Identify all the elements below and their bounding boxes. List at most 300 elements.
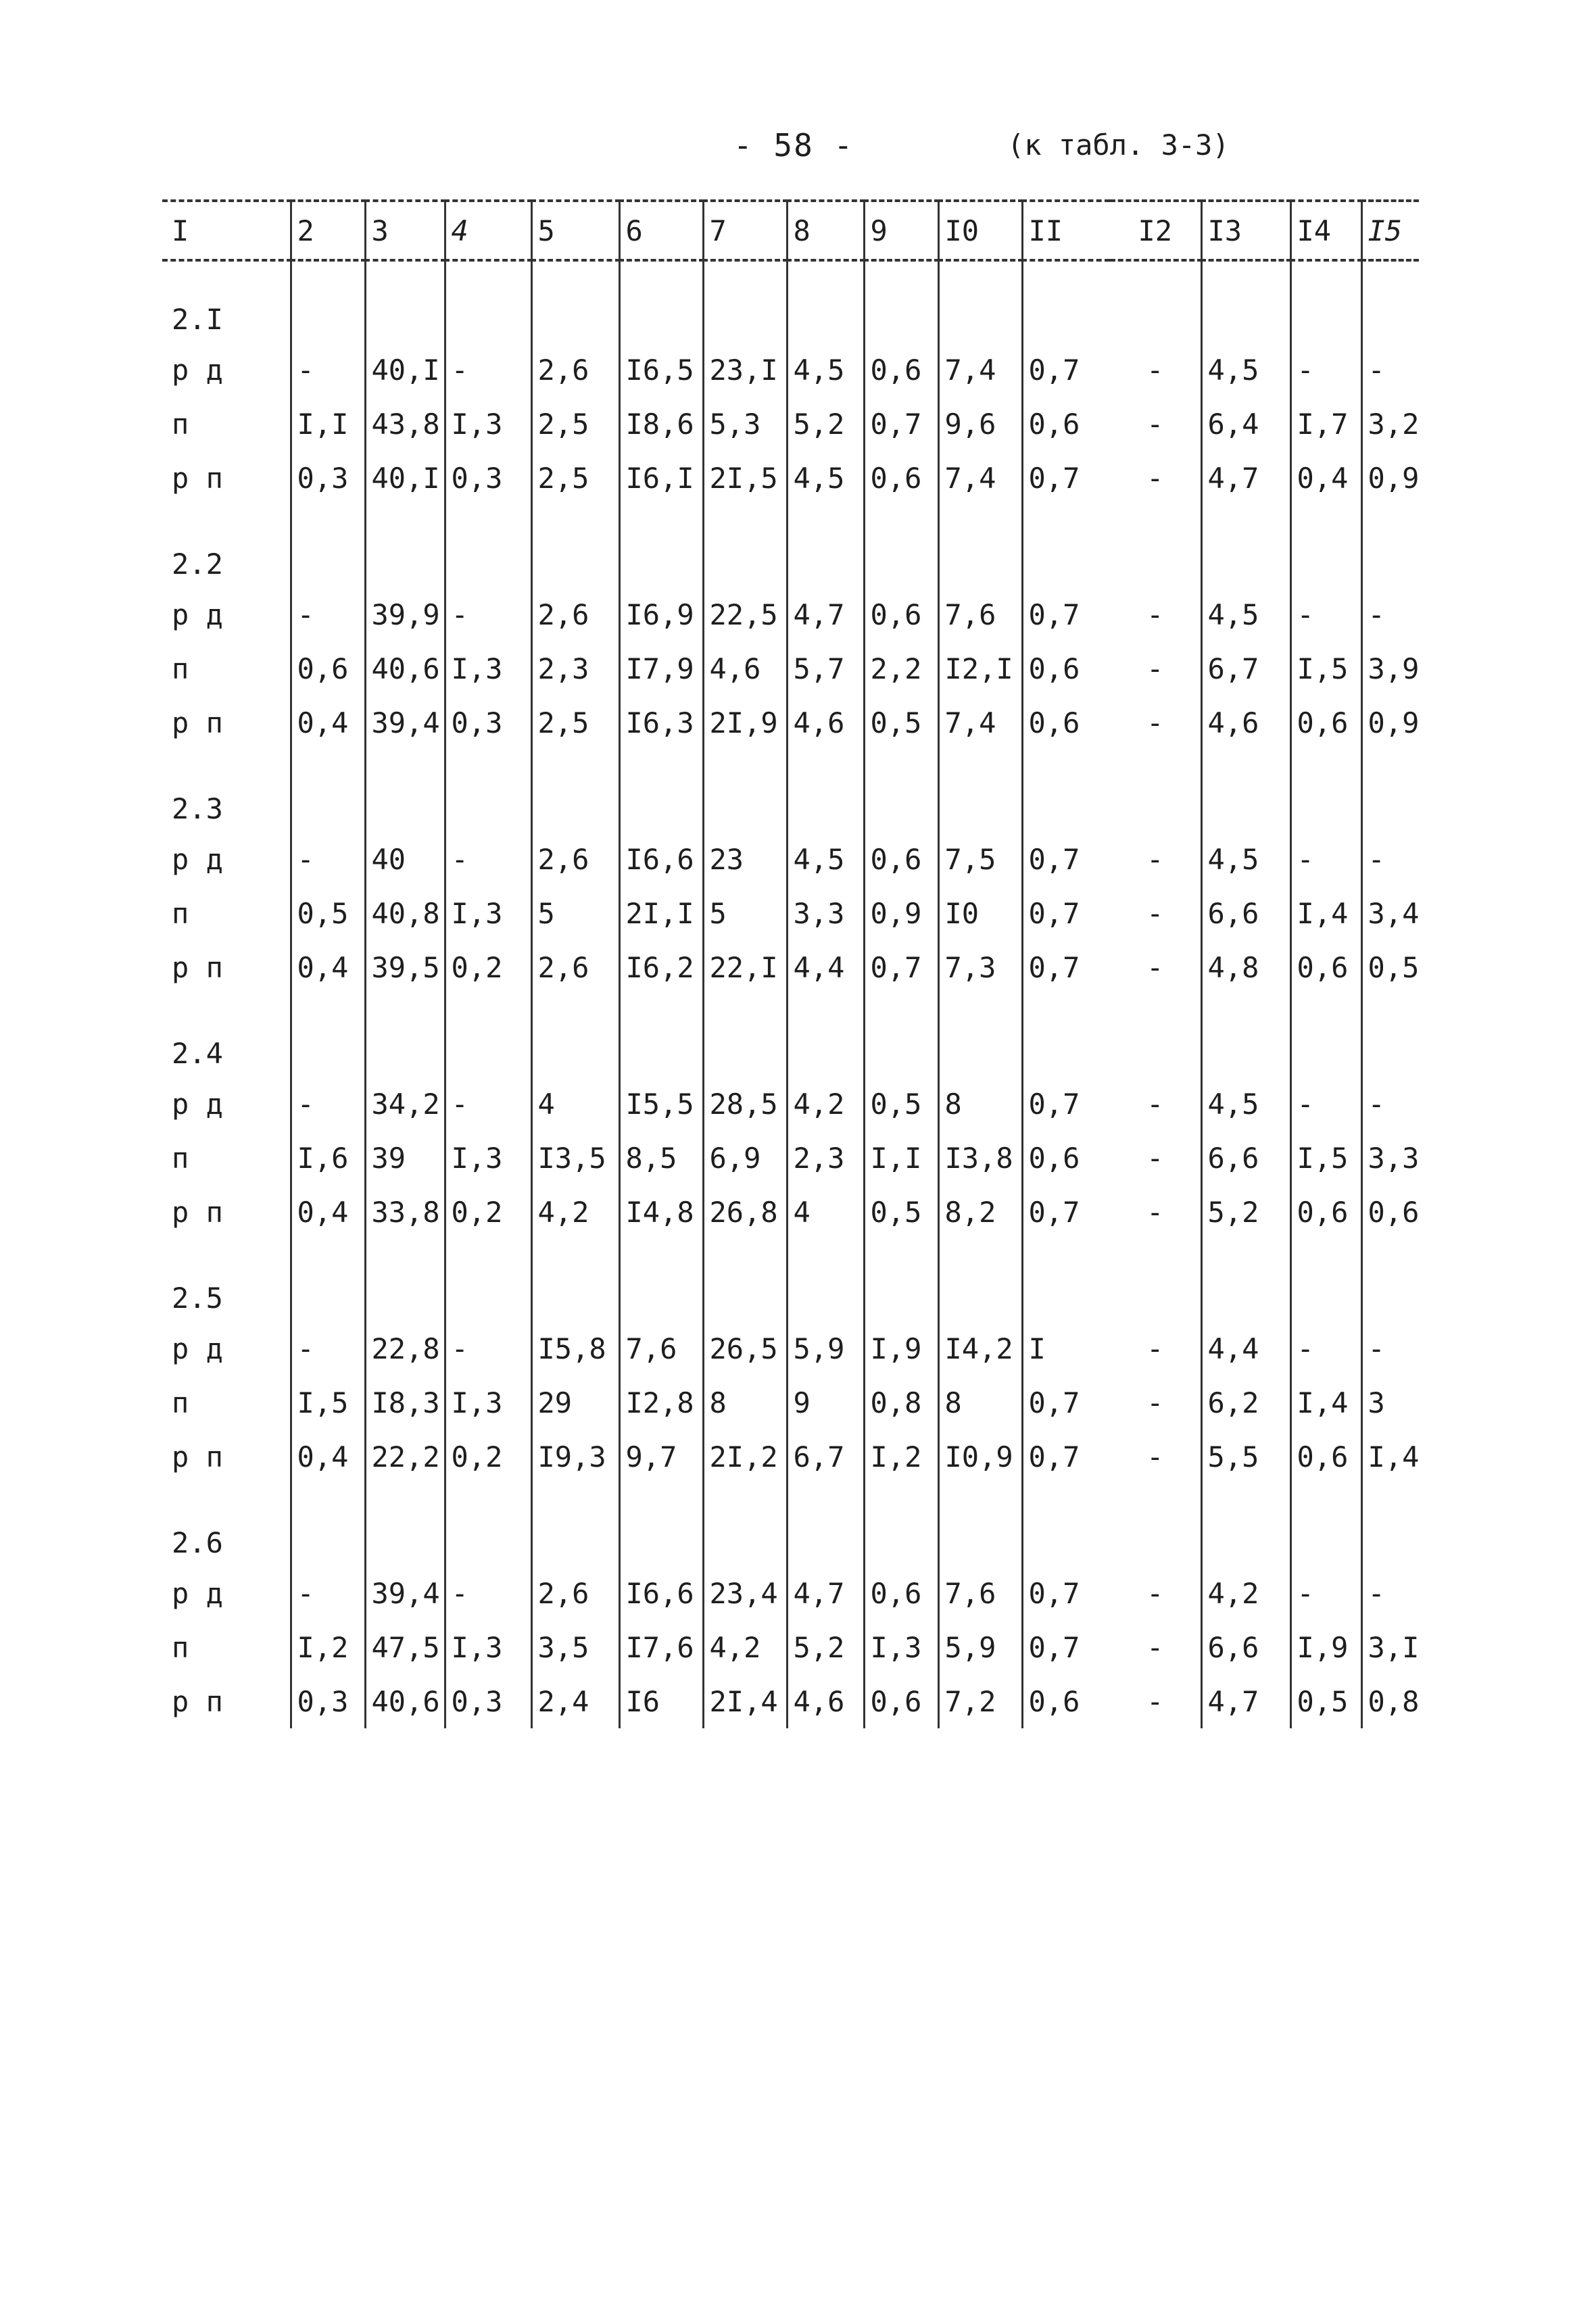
empty-cell: [291, 505, 365, 587]
empty-cell: [291, 994, 365, 1077]
table-cell: -: [445, 343, 531, 397]
empty-cell: [938, 1484, 1022, 1566]
empty-cell: [291, 1484, 365, 1566]
empty-cell: [938, 505, 1022, 587]
page-number: - 58 -: [733, 127, 854, 164]
table-cell: I6,3: [619, 696, 703, 750]
table-cell: 0,4: [291, 696, 365, 750]
table-cell: 7,6: [938, 587, 1022, 641]
table-cell: 4,2: [703, 1620, 787, 1674]
table-cell: 22,2: [365, 1430, 445, 1484]
table-cell: I,3: [445, 886, 531, 940]
table-cell: 4,7: [1201, 451, 1290, 505]
table-cell: -: [291, 587, 365, 641]
table-cell: 7,2: [938, 1674, 1022, 1728]
table-cell: 4,7: [1201, 1674, 1290, 1728]
table-cell: -: [1146, 407, 1164, 441]
table-cell: 2,5: [531, 451, 619, 505]
table-cell: 6,4: [1201, 397, 1290, 451]
empty-cell: [1361, 1484, 1419, 1566]
empty-cell: [619, 994, 703, 1077]
row-label: р д: [172, 1576, 223, 1610]
table-cell: 8,5: [619, 1131, 703, 1185]
table-cell: 0,6: [1361, 1185, 1419, 1239]
table-cell: 6,6: [1201, 1131, 1290, 1185]
empty-cell: [703, 505, 787, 587]
table-cell: I8,6: [619, 397, 703, 451]
row-label: р д: [172, 1087, 223, 1121]
empty-cell: [445, 994, 531, 1077]
table-cell: 9,6: [938, 397, 1022, 451]
table-cell: 0,4: [291, 1185, 365, 1239]
table-cell: I,4: [1290, 886, 1361, 940]
table-cell: I5,8: [531, 1321, 619, 1375]
table-cell: -: [1361, 1566, 1419, 1620]
table-cell: 7,4: [938, 451, 1022, 505]
empty-cell: [1290, 750, 1361, 832]
row-label: р п: [172, 1440, 223, 1473]
table-cell: 0,4: [1290, 451, 1361, 505]
table-row: [162, 641, 1419, 696]
column-header: 8: [787, 201, 864, 260]
table-cell: I4,8: [619, 1185, 703, 1239]
table-cell: 8: [938, 1077, 1022, 1131]
table-cell: 0,6: [864, 832, 938, 886]
table-cell: I7,9: [619, 641, 703, 696]
table-cell: 0,6: [1022, 1131, 1110, 1185]
table-cell: -: [1361, 832, 1419, 886]
table-cell: I6: [619, 1674, 703, 1728]
table-cell: 5,2: [787, 397, 864, 451]
table-cell: -: [1146, 1332, 1164, 1365]
table-cell: 0,6: [1290, 696, 1361, 750]
table-cell: 23: [703, 832, 787, 886]
table-cell: 0,6: [1022, 696, 1110, 750]
table-cell: -: [445, 1321, 531, 1375]
table-cell: 0,7: [1022, 1077, 1110, 1131]
table-cell: -: [1146, 461, 1164, 495]
table-cell: -: [1290, 587, 1361, 641]
empty-cell: [619, 260, 703, 343]
row-label: п: [172, 896, 189, 930]
table-cell: 9,7: [619, 1430, 703, 1484]
table-cell: I,3: [445, 1131, 531, 1185]
row-label: р д: [172, 598, 223, 631]
empty-cell: [1110, 994, 1201, 1077]
group-label: 2.2: [172, 547, 223, 581]
table-cell: I6,6: [619, 1566, 703, 1620]
row-label: р п: [172, 1684, 223, 1718]
empty-cell: [1110, 1239, 1201, 1321]
column-header: II: [1022, 201, 1110, 260]
table-row: [162, 1674, 1419, 1728]
table-cell: 4,5: [1201, 587, 1290, 641]
group-row: [162, 1239, 1419, 1321]
table-cell: I2,8: [619, 1375, 703, 1430]
table-cell: 2I,I: [619, 886, 703, 940]
table-cell: 5,2: [787, 1620, 864, 1674]
empty-cell: [619, 1239, 703, 1321]
empty-cell: [787, 505, 864, 587]
empty-cell: [365, 1239, 445, 1321]
table-row: [162, 940, 1419, 994]
table-cell: I0,9: [938, 1430, 1022, 1484]
table-cell: I6,9: [619, 587, 703, 641]
table-cell: I8,3: [365, 1375, 445, 1430]
table-row: [162, 1566, 1419, 1620]
group-label: 2.I: [172, 303, 223, 336]
table-cell: 4,4: [1201, 1321, 1290, 1375]
table-cell: -: [1290, 1566, 1361, 1620]
table-row: [162, 832, 1419, 886]
table-cell: 23,4: [703, 1566, 787, 1620]
table-cell: -: [291, 1077, 365, 1131]
table-cell: 0,7: [1022, 1620, 1110, 1674]
empty-cell: [1201, 1239, 1290, 1321]
empty-cell: [619, 505, 703, 587]
empty-cell: [1022, 1239, 1110, 1321]
table-cell: 4: [531, 1077, 619, 1131]
table-cell: 0,8: [864, 1375, 938, 1430]
table-cell: 4,5: [1201, 832, 1290, 886]
empty-cell: [365, 260, 445, 343]
table-cell: I,3: [864, 1620, 938, 1674]
table-cell: -: [1146, 1684, 1164, 1718]
column-header: 7: [703, 201, 787, 260]
table-cell: -: [1146, 1141, 1164, 1175]
page-header: [0, 118, 1596, 172]
table-cell: 5,7: [787, 641, 864, 696]
table-cell: -: [1146, 896, 1164, 930]
table-cell: 0,9: [864, 886, 938, 940]
table-cell: 0,9: [1361, 696, 1419, 750]
empty-cell: [365, 1484, 445, 1566]
table-cell: -: [291, 1321, 365, 1375]
empty-cell: [1290, 505, 1361, 587]
table-cell: 40: [365, 832, 445, 886]
empty-cell: [1201, 260, 1290, 343]
column-header: I4: [1290, 201, 1361, 260]
table-row: [162, 1430, 1419, 1484]
row-label: р п: [172, 461, 223, 495]
table-cell: 3,3: [787, 886, 864, 940]
group-row: [162, 260, 1419, 343]
table-header-row: [162, 201, 1419, 260]
table-cell: -: [291, 832, 365, 886]
table-cell: 26,5: [703, 1321, 787, 1375]
empty-cell: [1361, 505, 1419, 587]
table-cell: 22,I: [703, 940, 787, 994]
table-cell: 7,6: [938, 1566, 1022, 1620]
empty-cell: [531, 1484, 619, 1566]
table-cell: 4: [787, 1185, 864, 1239]
column-header: 5: [531, 201, 619, 260]
table-cell: 0,2: [445, 940, 531, 994]
table-cell: 2,6: [531, 1566, 619, 1620]
table-cell: 4,2: [1201, 1566, 1290, 1620]
empty-cell: [1022, 260, 1110, 343]
table-cell: 5,5: [1201, 1430, 1290, 1484]
table-cell: I3,8: [938, 1131, 1022, 1185]
table-cell: -: [445, 832, 531, 886]
table-cell: 40,I: [365, 451, 445, 505]
table-cell: 0,7: [1022, 832, 1110, 886]
table-cell: 2,4: [531, 1674, 619, 1728]
table-cell: 0,7: [1022, 343, 1110, 397]
table-cell: 0,7: [1022, 1430, 1110, 1484]
empty-cell: [291, 1239, 365, 1321]
empty-cell: [1110, 1484, 1201, 1566]
table-cell: 7,6: [619, 1321, 703, 1375]
table-cell: -: [1361, 343, 1419, 397]
table-reference: (к табл. 3-3): [1007, 128, 1230, 162]
table-row: [162, 587, 1419, 641]
table-row: [162, 397, 1419, 451]
table-cell: 0,6: [1290, 1430, 1361, 1484]
table-cell: 3,3: [1361, 1131, 1419, 1185]
empty-cell: [531, 994, 619, 1077]
table-cell: 6,2: [1201, 1375, 1290, 1430]
table-cell: I6,2: [619, 940, 703, 994]
table-cell: I0: [938, 886, 1022, 940]
group-row: [162, 994, 1419, 1077]
empty-cell: [365, 750, 445, 832]
table-row: [162, 1185, 1419, 1239]
table-cell: 4,6: [787, 1674, 864, 1728]
group-row: [162, 505, 1419, 587]
table-cell: 3,2: [1361, 397, 1419, 451]
table-cell: 39,5: [365, 940, 445, 994]
table-cell: I,3: [445, 641, 531, 696]
table-cell: I,4: [1290, 1375, 1361, 1430]
row-label: р д: [172, 842, 223, 876]
table-cell: 0,3: [445, 451, 531, 505]
table-cell: 5,9: [787, 1321, 864, 1375]
table-cell: 0,6: [864, 451, 938, 505]
table-cell: 4,5: [1201, 343, 1290, 397]
table-cell: 0,6: [1022, 397, 1110, 451]
group-row: [162, 750, 1419, 832]
table-cell: 0,6: [1022, 641, 1110, 696]
table-cell: 5,3: [703, 397, 787, 451]
table-cell: I,5: [291, 1375, 365, 1430]
table-cell: 5: [531, 886, 619, 940]
table-cell: -: [1146, 598, 1164, 631]
table-cell: 6,6: [1201, 886, 1290, 940]
table-cell: 4,5: [787, 343, 864, 397]
table-cell: I4,2: [938, 1321, 1022, 1375]
table-cell: 2,6: [531, 832, 619, 886]
table-cell: -: [1146, 1440, 1164, 1473]
table-cell: 34,2: [365, 1077, 445, 1131]
table-cell: 26,8: [703, 1185, 787, 1239]
group-label: 2.3: [172, 792, 223, 825]
empty-cell: [1290, 1484, 1361, 1566]
table-cell: 40,I: [365, 343, 445, 397]
table-cell: I,5: [1290, 641, 1361, 696]
table-cell: I6,I: [619, 451, 703, 505]
table-cell: 0,5: [1361, 940, 1419, 994]
empty-cell: [291, 750, 365, 832]
empty-cell: [864, 994, 938, 1077]
table-cell: 7,4: [938, 343, 1022, 397]
empty-cell: [1022, 1484, 1110, 1566]
table-cell: 0,7: [1022, 587, 1110, 641]
table-cell: 0,6: [864, 1674, 938, 1728]
empty-cell: [787, 1239, 864, 1321]
table-cell: 23,I: [703, 343, 787, 397]
table-cell: I,9: [864, 1321, 938, 1375]
table-cell: 7,4: [938, 696, 1022, 750]
table-cell: -: [445, 1077, 531, 1131]
group-row: [162, 1484, 1419, 1566]
table-cell: 4,5: [787, 451, 864, 505]
table-cell: 0,2: [445, 1185, 531, 1239]
table-cell: -: [445, 1566, 531, 1620]
empty-cell: [531, 1239, 619, 1321]
table-cell: 5: [703, 886, 787, 940]
table-cell: 5,2: [1201, 1185, 1290, 1239]
table-cell: I,9: [1290, 1620, 1361, 1674]
empty-cell: [1361, 994, 1419, 1077]
empty-cell: [1022, 994, 1110, 1077]
table-row: [162, 343, 1419, 397]
table-cell: 4,7: [787, 587, 864, 641]
table-cell: 0,5: [864, 1077, 938, 1131]
table-cell: 40,8: [365, 886, 445, 940]
empty-cell: [531, 750, 619, 832]
table-cell: 4,2: [787, 1077, 864, 1131]
empty-cell: [291, 260, 365, 343]
table-cell: -: [1146, 353, 1164, 387]
table-cell: 4,2: [531, 1185, 619, 1239]
group-label: 2.4: [172, 1037, 223, 1070]
empty-cell: [1361, 260, 1419, 343]
table-cell: 7,5: [938, 832, 1022, 886]
table-cell: -: [1146, 842, 1164, 876]
table-cell: I,4: [1361, 1430, 1419, 1484]
table-cell: -: [1290, 1321, 1361, 1375]
empty-cell: [1110, 750, 1201, 832]
table-cell: I7,6: [619, 1620, 703, 1674]
row-label: п: [172, 1630, 189, 1664]
table-cell: -: [1146, 1630, 1164, 1664]
empty-cell: [619, 750, 703, 832]
table-row: [162, 1620, 1419, 1674]
table-cell: 2,5: [531, 397, 619, 451]
table-cell: 3,5: [531, 1620, 619, 1674]
column-header: 4: [445, 201, 531, 260]
table-cell: 7,3: [938, 940, 1022, 994]
empty-cell: [445, 750, 531, 832]
empty-cell: [864, 1484, 938, 1566]
table-cell: -: [1146, 1576, 1164, 1610]
table-cell: 2I,5: [703, 451, 787, 505]
column-header: I: [172, 214, 189, 247]
table-cell: 9: [787, 1375, 864, 1430]
table-cell: 2,3: [787, 1131, 864, 1185]
table-cell: 6,6: [1201, 1620, 1290, 1674]
empty-cell: [1022, 505, 1110, 587]
table-body: [162, 260, 1419, 1728]
table-cell: 0,5: [1290, 1674, 1361, 1728]
empty-cell: [864, 1239, 938, 1321]
table-cell: 0,6: [1290, 940, 1361, 994]
table-row: [162, 696, 1419, 750]
table-cell: 39,4: [365, 1566, 445, 1620]
empty-cell: [864, 750, 938, 832]
empty-cell: [864, 260, 938, 343]
empty-cell: [1290, 260, 1361, 343]
table-cell: 0,6: [1290, 1185, 1361, 1239]
empty-cell: [445, 1484, 531, 1566]
table-cell: 0,7: [1022, 451, 1110, 505]
table-cell: I,3: [445, 397, 531, 451]
table-cell: 0,7: [1022, 940, 1110, 994]
table-row: [162, 886, 1419, 940]
table-cell: I9,3: [531, 1430, 619, 1484]
table-cell: I,7: [1290, 397, 1361, 451]
table-cell: -: [1290, 343, 1361, 397]
table-cell: I,6: [291, 1131, 365, 1185]
empty-cell: [787, 260, 864, 343]
table-cell: -: [1361, 1077, 1419, 1131]
empty-cell: [864, 505, 938, 587]
table-cell: 3: [1361, 1375, 1419, 1430]
table-cell: 2,6: [531, 940, 619, 994]
table-cell: I5,5: [619, 1077, 703, 1131]
row-label: п: [172, 1141, 189, 1175]
column-header: I3: [1201, 201, 1290, 260]
empty-cell: [445, 1239, 531, 1321]
empty-cell: [1361, 1239, 1419, 1321]
table-cell: 3,4: [1361, 886, 1419, 940]
table-cell: 0,6: [291, 641, 365, 696]
table-cell: 8,2: [938, 1185, 1022, 1239]
table-cell: I,I: [864, 1131, 938, 1185]
table-cell: 47,5: [365, 1620, 445, 1674]
table-cell: -: [1146, 1087, 1164, 1121]
table-cell: 0,7: [1022, 1566, 1110, 1620]
table-cell: I,5: [1290, 1131, 1361, 1185]
empty-cell: [1201, 750, 1290, 832]
table-cell: 0,3: [291, 1674, 365, 1728]
empty-cell: [531, 260, 619, 343]
table-cell: I6,5: [619, 343, 703, 397]
empty-cell: [938, 750, 1022, 832]
table-cell: 4,6: [787, 696, 864, 750]
table-cell: -: [1290, 1077, 1361, 1131]
table-cell: -: [445, 587, 531, 641]
table-cell: 0,6: [864, 343, 938, 397]
table-cell: -: [1146, 706, 1164, 739]
table-cell: 3,I: [1361, 1620, 1419, 1674]
table-cell: 0,4: [291, 940, 365, 994]
table-cell: 0,7: [864, 397, 938, 451]
table-cell: 0,4: [291, 1430, 365, 1484]
table-cell: 22,8: [365, 1321, 445, 1375]
table-cell: 43,8: [365, 397, 445, 451]
table-cell: 0,6: [1022, 1674, 1110, 1728]
column-header: 9: [864, 201, 938, 260]
column-header: I2: [1138, 214, 1173, 247]
table-cell: -: [1146, 1386, 1164, 1419]
table-cell: 2,5: [531, 696, 619, 750]
table-cell: 0,6: [864, 587, 938, 641]
table-cell: 4,5: [1201, 1077, 1290, 1131]
table-cell: 0,8: [1361, 1674, 1419, 1728]
empty-cell: [787, 994, 864, 1077]
